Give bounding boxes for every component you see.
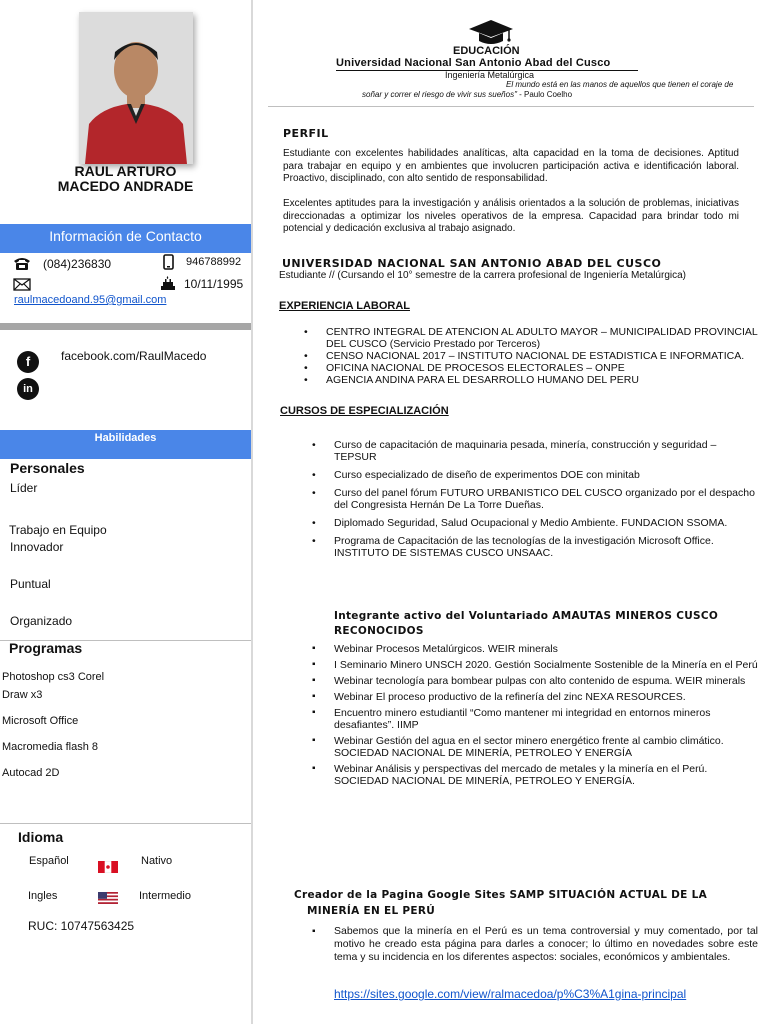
skills-header: Habilidades bbox=[0, 430, 251, 459]
name-line-2: MACEDO ANDRADE bbox=[57, 178, 194, 194]
list-item: ▪ Webinar Procesos Metalúrgicos. WEIR minerals bbox=[334, 643, 758, 655]
experiencia-list bbox=[326, 326, 758, 386]
divider bbox=[0, 323, 251, 330]
cursos-list bbox=[334, 439, 758, 565]
list-item: • OFICINA NACIONAL DE PROCESOS ELECTORALES – ONPE bbox=[326, 362, 758, 374]
language-level: Nativo bbox=[141, 855, 173, 867]
list-item: • CENTRO INTEGRAL DE ATENCION AL ADULTO MAYOR – MUNICIPALIDAD PROVINCIAL DEL CUSCO (Servicio Prestado por Terceros) bbox=[326, 326, 758, 350]
birthday-cake-icon bbox=[160, 275, 176, 291]
language-level: Intermedio bbox=[139, 890, 191, 902]
list-item: • Curso del panel fórum FUTURO URBANISTICO DEL CUSCO organizado por el despacho del Congresista Hernán De La Torre Dueñas. bbox=[334, 487, 758, 511]
skill-item: Innovador bbox=[10, 540, 64, 554]
divider bbox=[268, 106, 754, 107]
list-item: ▪ Webinar tecnología para bombear pulpas con alto contenido de espuma. WEIR minerals bbox=[334, 675, 758, 687]
google-site-link[interactable]: https://sites.google.com/view/ralmacedoa/p%C3%A1gina-principal bbox=[334, 987, 687, 1001]
program-item: Macromedia flash 8 bbox=[2, 741, 98, 753]
list-item: • Diplomado Seguridad, Salud Ocupacional y Medio Ambiente. FUNDACION SSOMA. bbox=[334, 517, 758, 529]
quote-line-1: El mundo está en las manos de aquellos que tienen el coraje de bbox=[506, 80, 734, 89]
language-name: Español bbox=[29, 855, 69, 867]
perfil-paragraph-2: Excelentes aptitudes para la investigación y análisis orientados a la solución de problemas, iniciativas direccionadas a optimizar los niveles operativos de la empresa. Capacidad para brindar todo mi potencial y dedicación exclusiva al trabajo asignado. bbox=[283, 198, 739, 234]
mobile-number: 946788992 bbox=[186, 256, 242, 268]
usa-flag-icon bbox=[98, 892, 118, 904]
list-item: ▪ Webinar Gestión del agua en el sector minero energético frente al cambio climático. SOCIEDAD NACIONAL DE MINERÍA, PETROLEO Y ENERGÍA bbox=[334, 735, 758, 759]
list-item: • Programa de Capacitación de las tecnologías de la investigación Microsoft Office. INSTITUTO DE SISTEMAS CUSCO UNSAAC. bbox=[334, 535, 758, 559]
peru-flag-icon bbox=[98, 861, 118, 873]
skill-item: Trabajo en Equipo bbox=[9, 523, 107, 537]
facebook-icon[interactable]: f bbox=[17, 351, 39, 373]
perfil-paragraph-1: Estudiante con excelentes habilidades analíticas, alta capacidad en la toma de decisiones. Aptitud para trabajar en equipo y en ambientes que involucren participación activa e identificación laboral. Proactivo, disciplinado, con alto sentido de responsabilidad. bbox=[283, 148, 739, 184]
voluntariado-title-line-1: Integrante activo del Voluntariado AMAUTAS MINEROS CUSCO bbox=[334, 610, 719, 622]
language-name: Ingles bbox=[28, 890, 58, 902]
skill-item: Organizado bbox=[10, 614, 73, 628]
list-item: • Curso especializado de diseño de experimentos DOE con minitab bbox=[334, 469, 758, 481]
universidad-detail: Estudiante // (Cursando el 10° semestre de la carrera profesional de Ingeniería Metalúrgica) bbox=[279, 270, 686, 281]
skill-item: Líder bbox=[10, 481, 38, 495]
education-university: Universidad Nacional San Antonio Abad del Cusco bbox=[336, 57, 611, 69]
program-item: Microsoft Office bbox=[2, 715, 79, 727]
list-item: • Curso de capacitación de maquinaria pesada, minería, construcción y seguridad – TEPSUR bbox=[334, 439, 758, 463]
perfil-title: PERFIL bbox=[283, 127, 329, 140]
mail-icon bbox=[13, 278, 31, 291]
profile-photo bbox=[79, 12, 193, 164]
skill-item: Puntual bbox=[10, 577, 51, 591]
google-site-title-line-2: MINERÍA EN EL PERÚ bbox=[307, 905, 436, 917]
contact-header: Información de Contacto bbox=[0, 224, 251, 253]
mobile-icon bbox=[163, 254, 174, 270]
linkedin-icon[interactable]: in bbox=[17, 378, 39, 400]
sidebar bbox=[0, 0, 253, 1024]
voluntariado-list bbox=[334, 643, 758, 791]
list-item: ▪ Webinar El proceso productivo de la refinería del zinc NEXA RESOURCES. bbox=[334, 691, 758, 703]
program-item: Autocad 2D bbox=[2, 767, 60, 779]
list-item: ▪ I Seminario Minero UNSCH 2020. Gestión Socialmente Sostenible de la Minería en el Perú bbox=[334, 659, 758, 671]
divider bbox=[0, 823, 251, 824]
education-title: EDUCACIÓN bbox=[453, 45, 520, 57]
list-item: ▪ Webinar Análisis y perspectivas del mercado de metales y la minería en el Perú. SOCIEDAD NACIONAL DE MINERÍA, PETROLEO Y ENERGÍA. bbox=[334, 763, 758, 787]
phone-icon bbox=[13, 256, 31, 270]
list-item: • CENSO NACIONAL 2017 – INSTITUTO NACIONAL DE ESTADISTICA E INFORMATICA. bbox=[326, 350, 758, 362]
google-site-list bbox=[334, 925, 758, 964]
list-item: ▪ Sabemos que la minería en el Perú es un tema controversial y muy comentado, por tal motivo he creado esta página para darles a conocer; lo último en novedades sobre este tema y su incidencia en los diferentes aspectos: sociales, económicos y ambientales. bbox=[334, 925, 758, 964]
cursos-title: CURSOS DE ESPECIALIZACIÓN bbox=[280, 405, 449, 417]
personales-title: Personales bbox=[10, 460, 85, 476]
ruc: RUC: 10747563425 bbox=[28, 919, 135, 933]
facebook-url[interactable]: facebook.com/RaulMacedo bbox=[61, 349, 207, 363]
idioma-title: Idioma bbox=[18, 829, 64, 845]
email-link[interactable]: raulmacedoand.95@gmail.com bbox=[14, 294, 167, 306]
list-item: • AGENCIA ANDINA PARA EL DESARROLLO HUMANO DEL PERU bbox=[326, 374, 758, 386]
phone-number: (084)236830 bbox=[43, 257, 112, 271]
programas-title: Programas bbox=[9, 640, 83, 656]
list-item: ▪ Encuentro minero estudiantil “Como mantener mi integridad en entornos mineros desafiantes”. IIMP bbox=[334, 707, 758, 731]
education-career: Ingeniería Metalúrgica bbox=[445, 70, 535, 80]
program-item: Draw x3 bbox=[2, 689, 43, 701]
google-site-title-line-1: Creador de la Pagina Google Sites SAMP SITUACIÓN ACTUAL DE LA bbox=[294, 889, 708, 901]
experiencia-title: EXPERIENCIA LABORAL bbox=[279, 300, 410, 312]
quote-line-2: soñar y correr el riesgo de vivir sus sueños" - Paulo Coelho bbox=[362, 90, 573, 99]
name-line-1: RAUL ARTURO bbox=[74, 163, 177, 179]
graduation-cap-icon bbox=[468, 17, 514, 47]
voluntariado-title-line-2: RECONOCIDOS bbox=[334, 625, 424, 637]
program-item: Photoshop cs3 Corel bbox=[2, 671, 105, 683]
birthdate: 10/11/1995 bbox=[184, 277, 244, 291]
universidad-title: UNIVERSIDAD NACIONAL SAN ANTONIO ABAD DEL CUSCO bbox=[282, 257, 662, 270]
